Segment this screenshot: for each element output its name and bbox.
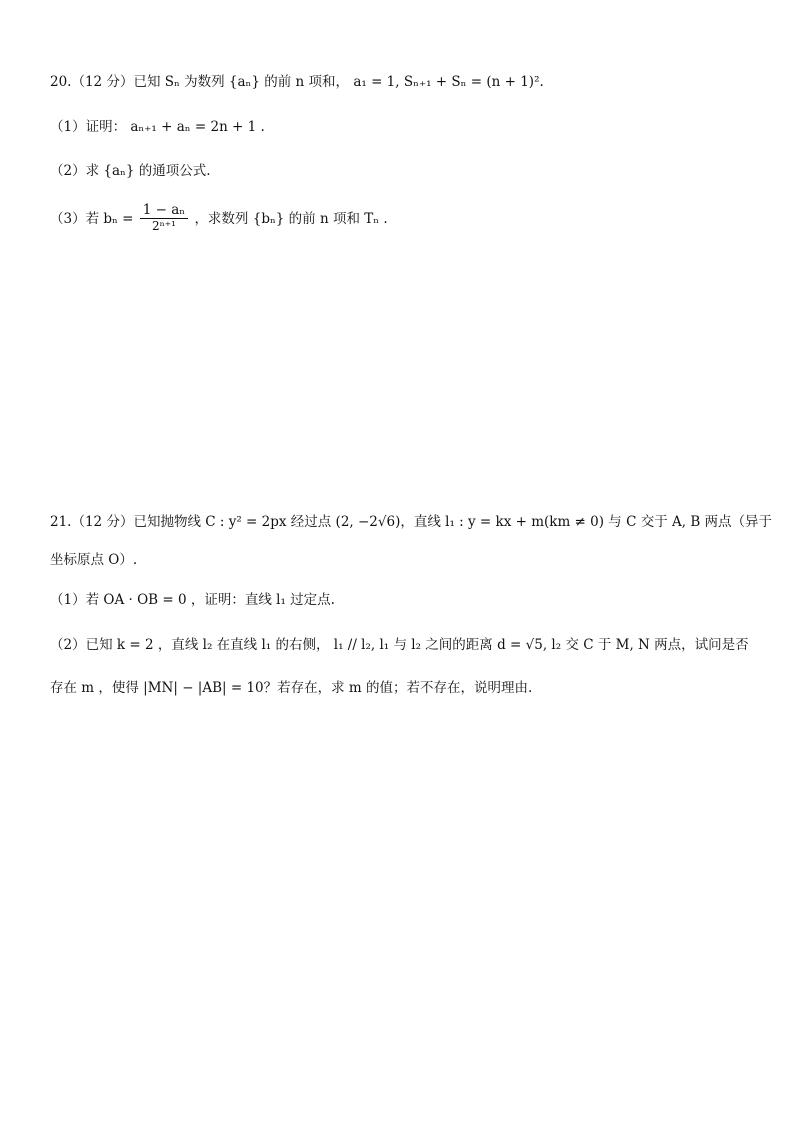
part-3-suffix: ，求数列 {bₙ} 的前 n 项和 Tₙ . bbox=[194, 211, 388, 227]
problem-20-part-2: （2）求 {aₙ} 的通项公式. bbox=[50, 163, 211, 179]
problem-20-part-3 bbox=[50, 204, 388, 235]
problem-21-part-2-line-2: 存在 m ，使得 |MN| − |AB| = 10？若存在，求 m 的值；若不存在，说明理由. bbox=[50, 680, 533, 696]
problem-20-part-1: （1）证明： aₙ₊₁ + aₙ = 2n + 1 . bbox=[50, 119, 265, 135]
problem-21-part-2-line-1: （2）已知 k = 2 ，直线 l₂ 在直线 l₁ 的右侧， l₁ // l₂, l₁ 与 l₂ 之间的距离 d = √5, l₂ 交 C 于 M, N 两点，试问是否 bbox=[50, 637, 749, 653]
problem-21-header-line-2: 坐标原点 O）. bbox=[50, 552, 138, 568]
fraction-numerator: 1 − aₙ bbox=[140, 202, 188, 219]
part-3-prefix: （3）若 bₙ = bbox=[50, 211, 134, 227]
fraction-denominator: 2ⁿ⁺¹ bbox=[151, 219, 176, 233]
fraction bbox=[140, 202, 188, 233]
problem-21-header-line-1: 21.（12 分）已知抛物线 C : y² = 2px 经过点 (2, −2√6)，直线 l₁ : y = kx + m(km ≠ 0) 与 C 交于 A, B 两点（异于 bbox=[50, 514, 773, 530]
problem-21-part-1: （1）若 OA · OB = 0 ，证明：直线 l₁ 过定点. bbox=[50, 592, 335, 608]
problem-20-header: 20.（12 分）已知 Sₙ 为数列 {aₙ} 的前 n 项和， a₁ = 1, Sₙ₊₁ + Sₙ = (n + 1)². bbox=[50, 74, 544, 90]
